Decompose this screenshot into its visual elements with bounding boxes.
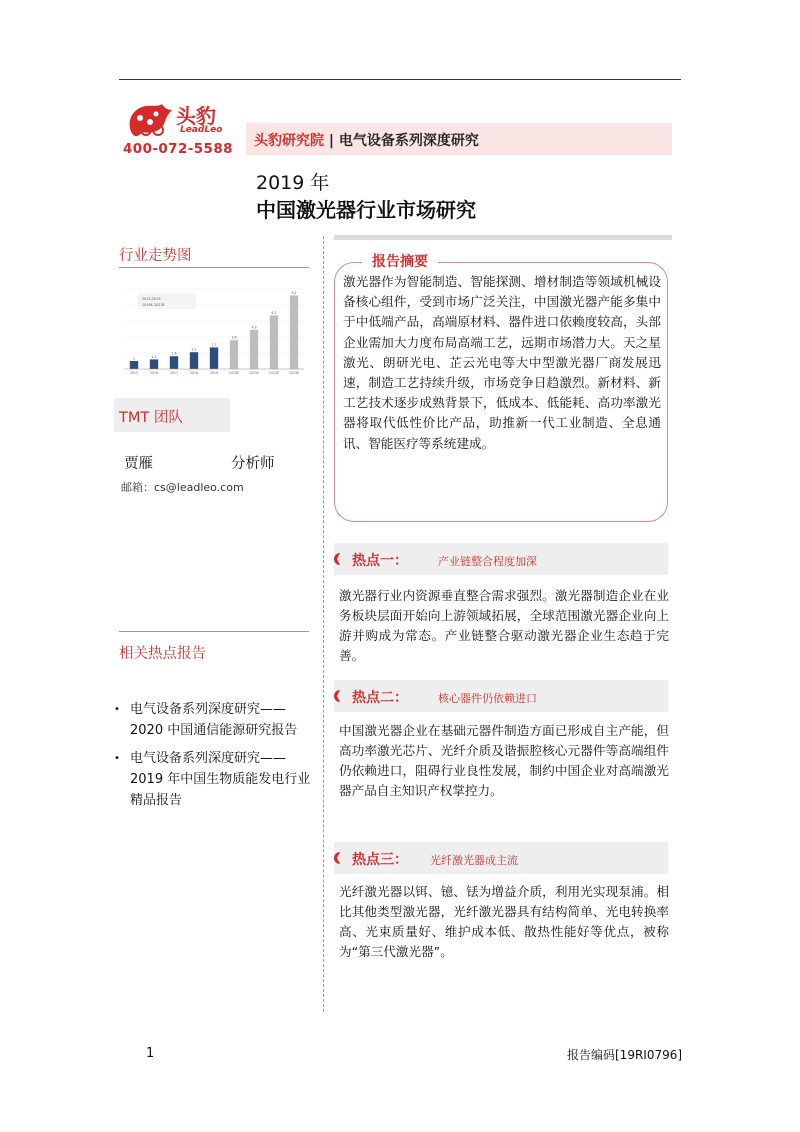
hotspot-title: 热点三： [352, 852, 408, 868]
chart-data-label: 3.6 [231, 335, 237, 340]
summary-text: 激光器作为智能制造、智能探测、增材制造等领域机械设备核心组件，受到市场广泛关注，中国激光器产能多集中于中低端产品，高端原材料、器件进口依赖度较高，头部企业需加大力度布局高端工艺，远期市场潜力大。天之星激光、朗研光电、芷云光电等大中型激光器厂商发展迅速，制造工艺持续升级，市场竞争日趋激烈。新材料、新工艺技术逐步成熟背景下，低成本、低能耗、高功率激光器将取代低性价比产品，助推新一代工业制造、全息通讯、智能医疗等系统建成。 [343, 274, 661, 451]
related-rule [119, 631, 309, 632]
chart-bar [290, 295, 298, 369]
related-report-item[interactable] [114, 748, 314, 811]
related-reports-list [114, 699, 314, 818]
hotspot-band-1 [334, 543, 668, 575]
leopard-logo-icon [124, 98, 174, 140]
chart-data-label: 4.9 [251, 325, 257, 330]
chart-bar [130, 361, 138, 369]
report-title: 中国激光器行业市场研究 [256, 198, 476, 222]
chart-x-tick-label: 2018 [189, 371, 199, 375]
trend-chart-label: 行业走势图 [119, 248, 192, 264]
chart-data-label: 1.6 [171, 351, 177, 356]
header-separator: | [328, 133, 334, 149]
brand-name: 头豹 [176, 104, 216, 128]
page-number: 1 [146, 1046, 155, 1061]
related-report-title: 电气设备系列深度研究——2019 年中国生物质能发电行业精品报告 [130, 751, 311, 808]
related-report-item[interactable] [114, 699, 314, 741]
chart-x-tick-label: 2016 [149, 371, 159, 375]
chart-bar [230, 340, 238, 369]
chart-bar [270, 315, 278, 369]
series-name: 电气设备系列深度研究 [338, 133, 479, 149]
header-band [246, 123, 672, 155]
title-underline [334, 235, 672, 240]
chart-data-label: 9.2 [291, 290, 297, 295]
chart-data-label: 2.7 [211, 342, 217, 347]
chart-x-tick-label: 2022E [268, 371, 280, 375]
hotspot-title: 热点一： [352, 553, 408, 569]
chart-bar [170, 356, 178, 369]
hotspot-band-2 [334, 680, 668, 712]
chart-legend-label: 2015-2019 [142, 297, 161, 301]
report-year: 2019 年 [256, 172, 330, 194]
hotspot-marker-icon [330, 552, 344, 566]
hotspot-band-3 [334, 842, 668, 874]
chart-legend-label: 2019E-2023E [142, 303, 165, 307]
brand-name-en: LeadLeo [180, 125, 223, 135]
chart-x-tick-label: 2017 [169, 371, 179, 375]
trend-chart [114, 283, 310, 383]
chart-x-tick-label: 2023E [288, 371, 300, 375]
chart-data-label: 6.7 [271, 310, 277, 315]
hotspot-text: 中国激光器企业在基础元器件制造方面已形成自主产能，但高功率激光芯片、光纤介质及谐振腔核心元器件等高端组件仍依赖进口，阻碍行业良性发展，制约中国企业对高端激光器产品自主知识产权掌控力。 [339, 723, 669, 798]
hotspot-text: 激光器行业内资源垂直整合需求强烈。激光器制造企业在业务板块层面开始向上游领域拓展，全球范围激光器企业向上游并购成为常态。产业链整合驱动激光器企业生态趋于完善。 [339, 588, 669, 663]
related-report-title: 电气设备系列深度研究——2020 中国通信能源研究报告 [130, 702, 298, 738]
bullet-icon: • [114, 753, 120, 764]
summary-tag: 报告摘要 [362, 251, 438, 271]
hotspot-text: 光纤激光器以铒、镱、铥为增益介质，利用光实现泵浦。相比其他类型激光器，光纤激光器具有结构简单、光电转换率高、光束质量好、维护成本低、散热性能好等优点，被称为“第三代激光器”。 [339, 884, 669, 959]
related-reports-label: 相关热点报告 [119, 646, 206, 662]
institute-name: 头豹研究院 [254, 133, 324, 149]
tmt-team-label: TMT 团队 [119, 410, 183, 426]
chart-data-label: 2.1 [191, 347, 197, 352]
analyst-name: 贾雁 [124, 456, 153, 472]
chart-bar [210, 347, 218, 369]
hotspot-title: 热点二： [352, 690, 408, 706]
hotspot-marker-icon [330, 851, 344, 865]
column-divider [323, 236, 324, 1012]
chart-x-tick-label: 2019 [209, 371, 219, 375]
chart-bar [150, 359, 158, 369]
chart-bar [250, 330, 258, 369]
chart-x-tick-label: 2020E [228, 371, 240, 375]
report-code: 报告编码[19RI0796] [567, 1048, 683, 1062]
trend-rule [119, 267, 309, 268]
chart-x-tick-label: 2015 [129, 371, 139, 375]
hotspot-subtitle: 光纤激光器成主流 [430, 854, 518, 867]
analyst-email[interactable]: 邮箱：cs@leadleo.com [121, 481, 244, 494]
bullet-icon: • [114, 704, 120, 715]
chart-data-label: 1 [132, 356, 136, 361]
tmt-team-band [114, 398, 230, 432]
hotspot-marker-icon [330, 689, 344, 703]
hotspot-subtitle: 核心器件仍依赖进口 [438, 692, 537, 705]
analyst-role: 分析师 [231, 456, 275, 472]
hotspot-subtitle: 产业链整合程度加深 [438, 555, 537, 568]
chart-data-label: 1.2 [151, 354, 157, 359]
chart-bar [190, 352, 198, 369]
phone-number: 400-072-5588 [123, 141, 233, 157]
chart-x-tick-label: 2021E [248, 371, 260, 375]
top-rule [119, 79, 681, 80]
